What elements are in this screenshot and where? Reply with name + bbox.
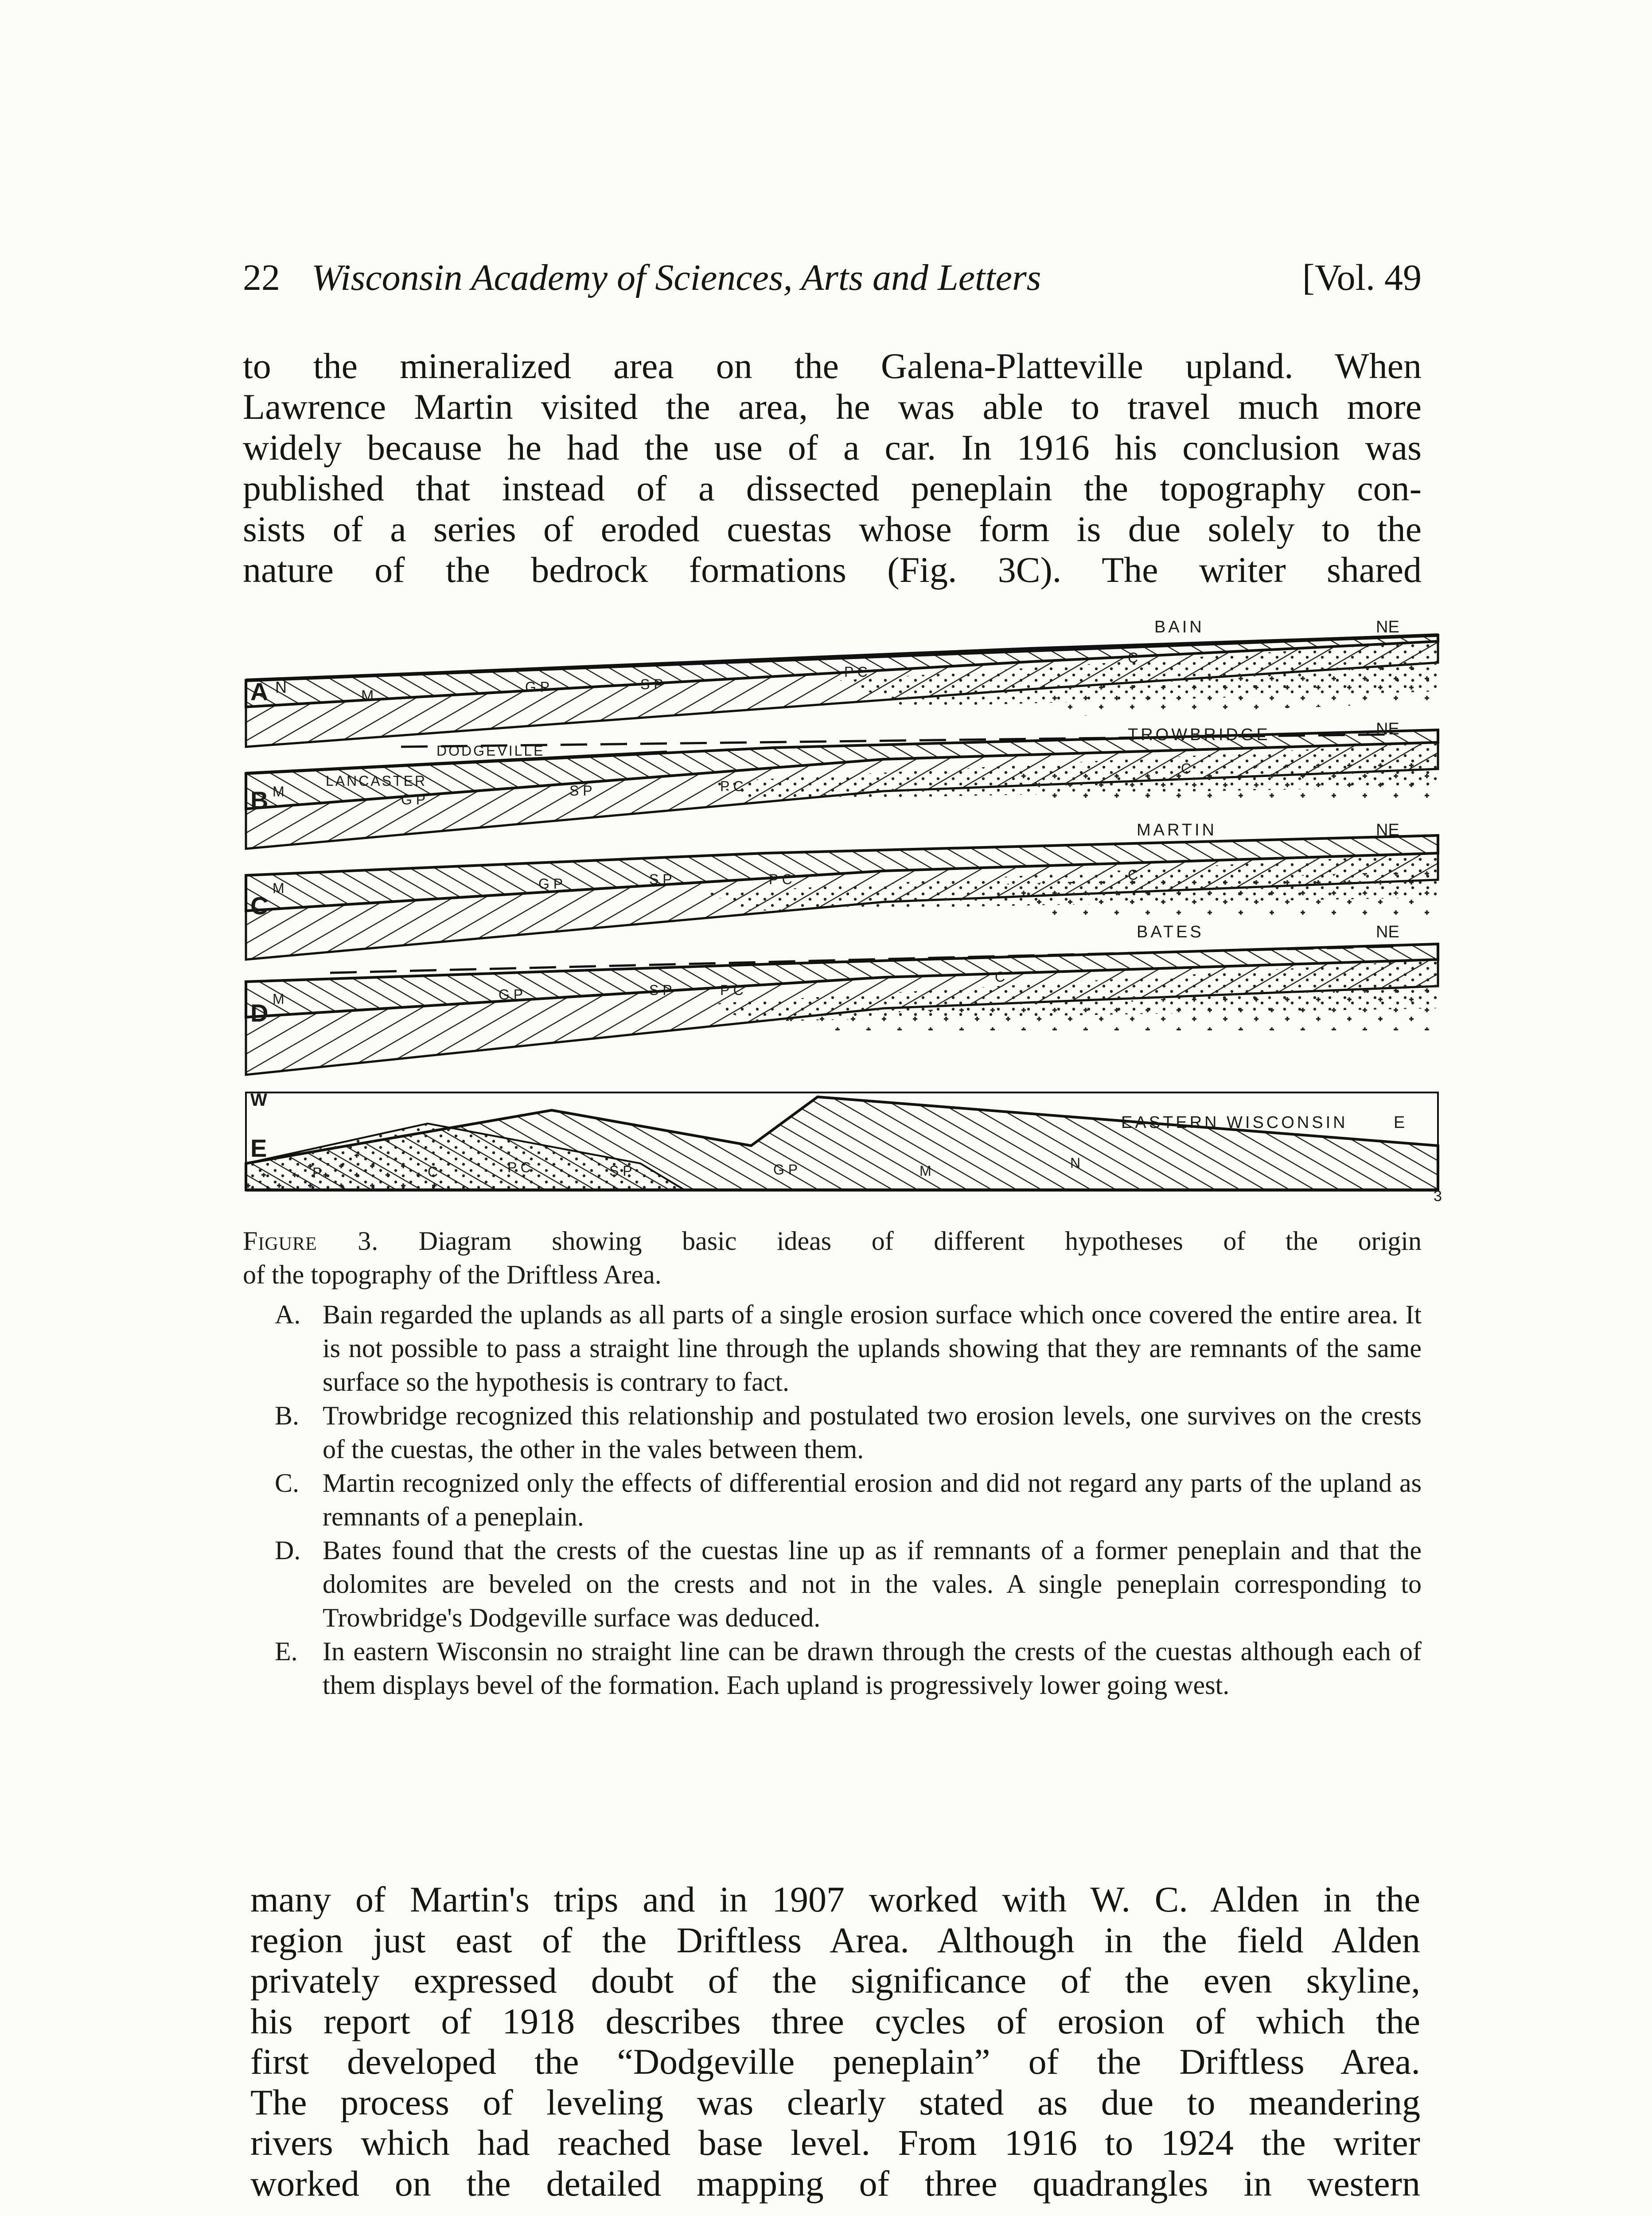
panel-e-code-gp: G P xyxy=(773,1162,798,1178)
panel-b-direction: NE xyxy=(1376,720,1399,738)
panel-d-name: BATES xyxy=(1137,923,1204,941)
caption-item-e xyxy=(243,1635,1422,1702)
figure-corner-mark: 3 xyxy=(1434,1188,1442,1205)
panel-b-letter: B xyxy=(250,786,269,814)
panel-e-letter: E xyxy=(250,1134,267,1162)
panel-b-code-c: C xyxy=(1181,761,1192,776)
caption-continuation: of the topography of the Driftless Area. xyxy=(243,1260,662,1289)
text-line: worked on the detailed mapping of three quadrangles in western xyxy=(250,2163,1420,2204)
caption-item-a xyxy=(243,1298,1422,1399)
panel-e-code-c: C xyxy=(428,1164,438,1180)
panel-d-code-c: C xyxy=(995,969,1005,985)
paragraph-bottom xyxy=(250,1879,1420,2204)
panel-a-code-sp: S P xyxy=(640,676,663,692)
journal-title: Wisconsin Academy of Sciences, Arts and Letters xyxy=(312,257,1041,298)
text-line: published that instead of a dissected peneplain the topography con- xyxy=(243,468,1422,508)
running-head xyxy=(243,254,1422,302)
caption-item-c xyxy=(243,1466,1422,1533)
panel-d-letter: D xyxy=(250,999,269,1027)
panel-c-code-m: M xyxy=(273,880,284,896)
panel-d-direction: NE xyxy=(1376,923,1399,941)
panel-d-bates xyxy=(246,923,1438,1075)
caption-item-text: Bates found that the crests of the cuestas line up as if remnants of a former peneplain and that the dolomites are beveled on the crests and not in the vales. A single peneplain corresponding to Trowbridge's Dodgeville surface was deduced. xyxy=(323,1536,1422,1632)
panel-b-trowbridge xyxy=(246,720,1438,849)
panel-e-eastern-wisconsin xyxy=(246,1090,1442,1205)
paragraph-top xyxy=(243,346,1422,590)
text-line: nature of the bedrock formations (Fig. 3C). The writer shared xyxy=(243,550,1422,590)
figure-caption xyxy=(243,1224,1422,1702)
panel-a-direction: NE xyxy=(1376,618,1399,636)
text-line: widely because he had the use of a car. In 1916 his conclusion was xyxy=(243,427,1422,468)
caption-item-letter: D. xyxy=(275,1536,301,1565)
caption-item-text: Bain regarded the uplands as all parts of a single erosion surface which once covered the entire area. It is not possible to pass a straight line through the uplands showing that they are remnants of the same surface so the hypothesis is contrary to fact. xyxy=(323,1300,1422,1397)
panel-c-code-sp: S P xyxy=(649,871,672,887)
panel-a-code-c: C xyxy=(1128,650,1138,666)
panel-c-direction: NE xyxy=(1376,821,1399,839)
panel-c-code-pc: P C xyxy=(769,871,792,887)
panel-e-code-n: N xyxy=(1070,1155,1081,1171)
panel-a-code-m: M xyxy=(361,687,374,704)
panel-c-code-c: C xyxy=(1128,867,1138,883)
text-line: privately expressed doubt of the significance of the even skyline, xyxy=(250,1960,1420,2001)
text-line: to the mineralized area on the Galena-Platteville upland. When xyxy=(243,346,1422,386)
panel-a-code-pc: P C xyxy=(844,664,868,680)
panel-b-code-pc: P C xyxy=(720,778,744,794)
panel-d-code-pc: P C xyxy=(720,982,744,998)
page-number: 22 xyxy=(243,257,280,298)
panel-a-code-n: N xyxy=(275,678,287,696)
caption-item-d xyxy=(243,1533,1422,1635)
panel-e-west-label: W xyxy=(250,1090,267,1110)
text-line: many of Martin's trips and in 1907 worked with W. C. Alden in the xyxy=(250,1879,1420,1919)
panel-e-direction: E xyxy=(1394,1113,1405,1132)
text-line: rivers which had reached base level. From 1916 to 1924 the writer xyxy=(250,2122,1420,2163)
figure-3-diagram xyxy=(242,614,1447,1221)
text-line: first developed the “Dodgeville peneplain” of the Driftless Area. xyxy=(250,2041,1420,2082)
panel-e-code-p: P xyxy=(312,1165,322,1181)
text-line: region just east of the Driftless Area. Although in the field Alden xyxy=(250,1919,1420,1960)
panel-b-dodgeville-label: DODGEVILLE xyxy=(436,743,545,759)
caption-item-b xyxy=(243,1399,1422,1466)
panel-b-lancaster-label: LANCASTER xyxy=(326,773,427,789)
text-line: his report of 1918 describes three cycles of erosion of which the xyxy=(250,2001,1420,2041)
volume-label: [Vol. 49 xyxy=(1302,257,1422,298)
panel-b-code-gp: G P xyxy=(401,792,426,808)
panel-d-code-sp: S P xyxy=(649,982,672,998)
panel-a-code-gp: G P xyxy=(525,679,550,695)
text-line: The process of leveling was clearly stated as due to meandering xyxy=(250,2082,1420,2122)
text-line: sists of a series of eroded cuestas whose form is due solely to the xyxy=(243,509,1422,549)
caption-heading-line xyxy=(243,1224,1422,1258)
panel-e-code-m: M xyxy=(920,1163,931,1179)
panel-c-letter: C xyxy=(250,892,269,920)
caption-item-text: Trowbridge recognized this relationship and postulated two erosion levels, one survives on the crests of the cuestas, the other in the vales between them. xyxy=(323,1401,1422,1464)
caption-heading-text: Diagram showing basic ideas of different hypotheses of the origin xyxy=(418,1226,1422,1256)
panel-a-name: BAIN xyxy=(1154,618,1204,636)
caption-item-letter: A. xyxy=(275,1300,301,1329)
panel-c-martin xyxy=(246,821,1438,960)
panel-e-code-sp: S P xyxy=(609,1163,632,1179)
panel-b-name: TROWBRIDGE xyxy=(1128,726,1270,744)
caption-item-letter: B. xyxy=(275,1401,300,1430)
panel-d-code-gp: G P xyxy=(499,987,523,1003)
panel-c-name: MARTIN xyxy=(1137,821,1217,839)
cuesta-cross-sections xyxy=(242,614,1447,1221)
panel-a-letter: A xyxy=(250,678,269,706)
caption-items xyxy=(243,1298,1422,1702)
caption-item-text: In eastern Wisconsin no straight line can be drawn through the crests of the cuestas although each of them displays bevel of the formation. Each upland is progressively lower going west. xyxy=(323,1637,1422,1700)
figure-label: Figure 3. xyxy=(243,1226,379,1256)
panel-b-code-sp: S P xyxy=(569,783,592,799)
panel-d-code-m: M xyxy=(273,991,284,1007)
panel-c-code-gp: G P xyxy=(538,876,563,892)
panel-b-code-m: M xyxy=(273,784,284,800)
caption-item-letter: C. xyxy=(275,1468,300,1498)
panel-e-code-pc: P C xyxy=(507,1159,531,1175)
caption-item-letter: E. xyxy=(275,1637,298,1666)
panel-e-name: EASTERN WISCONSIN xyxy=(1121,1113,1348,1132)
caption-item-text: Martin recognized only the effects of differential erosion and did not regard any parts of the upland as remnants of a peneplain. xyxy=(323,1468,1422,1531)
text-line: Lawrence Martin visited the area, he was able to travel much more xyxy=(243,386,1422,427)
